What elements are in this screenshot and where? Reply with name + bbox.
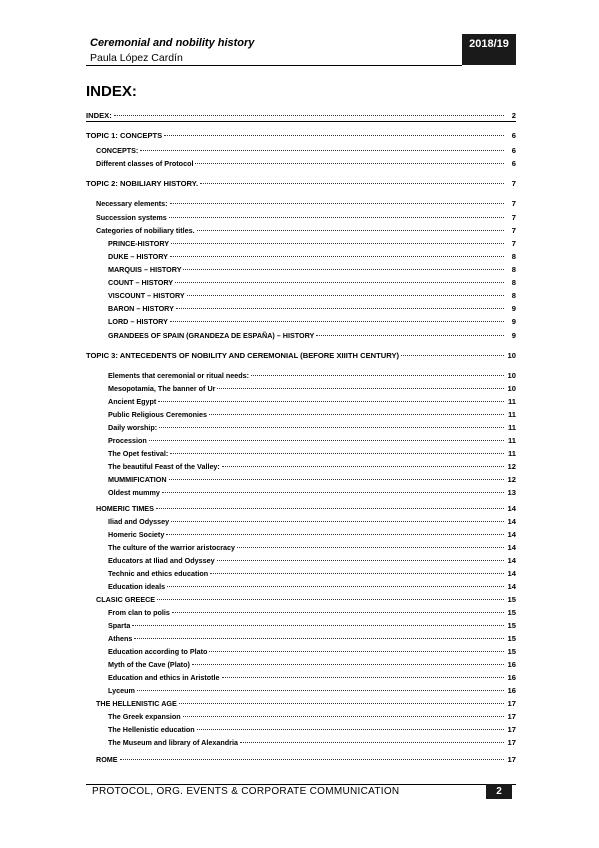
toc-entry[interactable]	[86, 556, 516, 566]
toc-entry-label: Homeric Society	[108, 530, 165, 539]
toc-entry-page: 2	[511, 111, 516, 120]
toc-entry[interactable]	[86, 252, 516, 262]
toc-dot-leader	[170, 203, 504, 204]
toc-dot-leader	[183, 716, 504, 717]
toc-entry-label: Lyceum	[108, 686, 135, 695]
toc-entry-page: 15	[507, 634, 516, 643]
toc-entry-page: 13	[507, 488, 516, 497]
toc-entry-label: Iliad and Odyssey	[108, 517, 170, 526]
toc-entry[interactable]	[86, 738, 516, 748]
toc-entry-label: MUMMIFICATION	[108, 475, 167, 484]
toc-entry[interactable]	[86, 331, 516, 341]
document-author: Paula López Cardín	[90, 52, 183, 64]
toc-entry-page: 11	[507, 410, 516, 419]
toc-dot-leader	[169, 479, 504, 480]
toc-dot-leader	[172, 612, 504, 613]
toc-entry-label: CONCEPTS:	[96, 146, 139, 155]
toc-dot-leader	[316, 335, 504, 336]
toc-entry[interactable]	[86, 239, 516, 249]
toc-entry[interactable]	[86, 686, 516, 696]
toc-entry-label: The Hellenistic education	[108, 725, 195, 734]
toc-entry-page: 11	[507, 423, 516, 432]
toc-dot-leader	[197, 729, 504, 730]
toc-dot-leader	[149, 440, 504, 441]
toc-entry-page: 10	[507, 384, 516, 393]
toc-entry-label: INDEX:	[86, 111, 112, 120]
toc-entry-page: 17	[507, 712, 516, 721]
toc-entry-page: 8	[511, 265, 516, 274]
toc-entry-page: 6	[511, 159, 516, 168]
toc-dot-leader	[175, 282, 504, 283]
toc-entry-label: Public Religious Ceremonies	[108, 410, 208, 419]
toc-entry[interactable]	[86, 488, 516, 498]
toc-entry-label: PRINCE-HISTORY	[108, 239, 170, 248]
toc-dot-leader	[162, 492, 504, 493]
toc-entry[interactable]	[86, 265, 516, 275]
toc-entry-label: VISCOUNT – HISTORY	[108, 291, 185, 300]
toc-entry-label: Technic and ethics education	[108, 569, 209, 578]
toc-dot-leader	[158, 401, 504, 402]
toc-entry[interactable]	[86, 660, 516, 670]
toc-entry-label: Oldest mummy	[108, 488, 160, 497]
toc-dot-leader	[195, 163, 504, 164]
toc-entry-label: Categories of nobiliary titles.	[96, 226, 195, 235]
toc-entry[interactable]	[86, 410, 516, 420]
toc-entry-page: 7	[511, 239, 516, 248]
toc-entry-label: TOPIC 2: NOBILIARY HISTORY.	[86, 179, 199, 188]
toc-entry-page: 17	[507, 699, 516, 708]
toc-entry-label: The Museum and library of Alexandria	[108, 738, 238, 747]
toc-entry-page: 9	[511, 304, 516, 313]
toc-entry-page: 14	[507, 530, 516, 539]
toc-entry[interactable]	[86, 449, 516, 459]
toc-entry-page: 14	[507, 504, 516, 513]
toc-entry[interactable]	[86, 582, 516, 592]
toc-entry-page: 11	[507, 436, 516, 445]
toc-dot-leader	[134, 638, 504, 639]
toc-entry-page: 7	[511, 199, 516, 208]
toc-entry-label: Ancient Egypt	[108, 397, 157, 406]
toc-dot-leader	[169, 217, 504, 218]
toc-entry-label: The beautiful Feast of the Valley:	[108, 462, 220, 471]
toc-entry-label: LORD – HISTORY	[108, 317, 168, 326]
toc-entry-label: GRANDEES OF SPAIN (GRANDEZA DE ESPAÑA) – HISTORY	[108, 331, 315, 340]
toc-entry-label: Necessary elements:	[96, 199, 168, 208]
toc-entry-page: 12	[507, 462, 516, 471]
toc-entry-label: Sparta	[108, 621, 131, 630]
document-title: Ceremonial and nobility history	[90, 37, 255, 49]
toc-entry[interactable]	[86, 304, 516, 314]
toc-entry[interactable]	[86, 384, 516, 394]
toc-entry[interactable]	[86, 569, 516, 579]
toc-dot-leader	[210, 573, 504, 574]
toc-entry-label: MARQUIS – HISTORY	[108, 265, 182, 274]
toc-entry-page: 14	[507, 517, 516, 526]
toc-dot-leader	[187, 295, 504, 296]
toc-entry-page: 15	[507, 647, 516, 656]
toc-entry-label: Elements that ceremonial or ritual needs:	[108, 371, 249, 380]
toc-entry[interactable]	[86, 673, 516, 683]
toc-entry-label: Mesopotamia, The banner of Ur	[108, 384, 216, 393]
toc-entry-label: Different classes of Protocol	[96, 159, 194, 168]
toc-entry[interactable]	[86, 291, 516, 301]
toc-entry-page: 17	[507, 755, 516, 764]
toc-entry[interactable]	[86, 436, 516, 446]
toc-entry[interactable]	[86, 423, 516, 433]
toc-dot-leader	[209, 414, 504, 415]
toc-dot-leader	[170, 256, 504, 257]
toc-dot-leader	[183, 269, 504, 270]
toc-entry-page: 6	[511, 146, 516, 155]
toc-entry-label: ROME	[96, 755, 118, 764]
toc-dot-leader	[120, 759, 504, 760]
toc-entry-page: 11	[507, 449, 516, 458]
toc-entry[interactable]	[86, 595, 516, 605]
toc-entry-label: HOMERIC TIMES	[96, 504, 154, 513]
toc-entry[interactable]	[86, 159, 516, 169]
toc-entry-page: 8	[511, 252, 516, 261]
toc-entry-label: TOPIC 1: CONCEPTS	[86, 131, 163, 140]
toc-dot-leader	[179, 703, 504, 704]
toc-entry-label: Procession	[108, 436, 147, 445]
toc-entry-page: 15	[507, 608, 516, 617]
toc-entry-label: Succession systems	[96, 213, 167, 222]
toc-dot-leader	[222, 466, 504, 467]
toc-dot-leader	[217, 388, 504, 389]
toc-dot-leader	[171, 521, 504, 522]
toc-entry-page: 14	[507, 543, 516, 552]
toc-entry-label: DUKE – HISTORY	[108, 252, 168, 261]
toc-dot-leader	[209, 651, 504, 652]
toc-entry-page: 12	[507, 475, 516, 484]
toc-entry-page: 17	[507, 725, 516, 734]
toc-entry-page: 14	[507, 569, 516, 578]
toc-dot-leader	[401, 355, 504, 356]
year-badge: 2018/19	[462, 34, 516, 65]
toc-entry-label: Education according to Plato	[108, 647, 208, 656]
toc-entry-page: 17	[507, 738, 516, 747]
toc-entry-page: 16	[507, 660, 516, 669]
toc-entry-label: TOPIC 3: ANTECEDENTS OF NOBILITY AND CEREMONIAL (BEFORE XIIITH CENTURY)	[86, 351, 400, 360]
toc-entry-page: 16	[507, 686, 516, 695]
toc-entry[interactable]	[86, 131, 516, 141]
toc-entry-label: The culture of the warrior aristocracy	[108, 543, 236, 552]
toc-dot-leader	[171, 243, 504, 244]
toc-dot-leader	[157, 599, 504, 600]
toc-entry-page: 11	[507, 397, 516, 406]
toc-entry-label: From clan to polis	[108, 608, 170, 617]
toc-entry[interactable]	[86, 712, 516, 722]
toc-entry[interactable]	[86, 608, 516, 618]
toc-dot-leader	[192, 664, 504, 665]
toc-entry[interactable]	[86, 462, 516, 472]
toc-entry-page: 9	[511, 331, 516, 340]
toc-entry-page: 7	[511, 226, 516, 235]
toc-entry-page: 8	[511, 291, 516, 300]
toc-entry-page: 10	[507, 371, 516, 380]
toc-dot-leader	[140, 150, 504, 151]
header-rule	[86, 65, 462, 66]
toc-entry-page: 14	[507, 582, 516, 591]
toc-entry-page: 9	[511, 317, 516, 326]
toc-entry[interactable]	[86, 371, 516, 381]
toc-dot-leader	[167, 586, 504, 587]
toc-entry[interactable]	[86, 317, 516, 327]
toc-entry[interactable]	[86, 504, 516, 514]
toc-entry[interactable]	[86, 621, 516, 631]
toc-dot-leader	[176, 308, 504, 309]
toc-dot-leader	[156, 508, 504, 509]
toc-dot-leader	[197, 230, 504, 231]
toc-entry[interactable]	[86, 397, 516, 407]
toc-dot-leader	[217, 560, 504, 561]
toc-dot-leader	[132, 625, 504, 626]
toc-entry-label: Education ideals	[108, 582, 166, 591]
toc-dot-leader	[251, 375, 504, 376]
page-number: 2	[486, 784, 512, 799]
toc-entry-page: 16	[507, 673, 516, 682]
toc-entry[interactable]	[86, 699, 516, 709]
toc-entry[interactable]	[86, 475, 516, 485]
toc-dot-leader	[240, 742, 504, 743]
toc-entry[interactable]	[86, 755, 516, 765]
toc-entry-page: 7	[511, 213, 516, 222]
toc-dot-leader	[114, 115, 504, 116]
toc-entry[interactable]	[86, 517, 516, 527]
toc-entry-page: 15	[507, 595, 516, 604]
toc-entry-page: 7	[511, 179, 516, 188]
toc-entry-page: 15	[507, 621, 516, 630]
toc-entry[interactable]	[86, 647, 516, 657]
toc-dot-leader	[200, 183, 504, 184]
toc-entry-label: The Opet festival:	[108, 449, 169, 458]
toc-entry[interactable]	[86, 634, 516, 644]
toc-entry-label: BARON – HISTORY	[108, 304, 174, 313]
toc-entry[interactable]	[86, 530, 516, 540]
toc-entry[interactable]	[86, 146, 516, 156]
index-heading: INDEX:	[86, 83, 137, 100]
toc-entry[interactable]	[86, 278, 516, 288]
toc-entry-label: Myth of the Cave (Plato)	[108, 660, 190, 669]
toc-dot-leader	[222, 677, 504, 678]
toc-entry-label: Educators at Iliad and Odyssey	[108, 556, 215, 565]
toc-entry[interactable]	[86, 179, 516, 189]
toc-entry-label: The Greek expansion	[108, 712, 181, 721]
toc-dot-leader	[164, 135, 504, 136]
toc-dot-leader	[170, 321, 504, 322]
toc-entry[interactable]	[86, 543, 516, 553]
toc-entry[interactable]	[86, 725, 516, 735]
page-header	[86, 34, 516, 68]
toc-entry[interactable]	[86, 111, 516, 122]
page-footer	[86, 784, 516, 800]
toc-entry-page: 10	[507, 351, 516, 360]
toc-entry-page: 8	[511, 278, 516, 287]
toc-dot-leader	[170, 453, 504, 454]
toc-entry-label: CLASIC GREECE	[96, 595, 156, 604]
toc-entry[interactable]	[86, 351, 516, 361]
footer-rule	[86, 784, 516, 785]
toc-entry[interactable]	[86, 199, 516, 209]
toc-entry-page: 14	[507, 556, 516, 565]
toc-entry[interactable]	[86, 226, 516, 236]
footer-text: PROTOCOL, ORG. EVENTS & CORPORATE COMMUNICATION	[92, 786, 400, 797]
toc-entry-label: COUNT – HISTORY	[108, 278, 174, 287]
toc-dot-leader	[166, 534, 504, 535]
toc-entry-label: Athens	[108, 634, 133, 643]
toc-dot-leader	[237, 547, 504, 548]
toc-entry-label: THE HELLENISTIC AGE	[96, 699, 177, 708]
toc-entry-label: Education and ethics in Aristotle	[108, 673, 220, 682]
toc-dot-leader	[137, 690, 504, 691]
toc-entry[interactable]	[86, 213, 516, 223]
toc-entry-label: Daily worship:	[108, 423, 158, 432]
toc-entry-page: 6	[511, 131, 516, 140]
toc-dot-leader	[159, 427, 504, 428]
